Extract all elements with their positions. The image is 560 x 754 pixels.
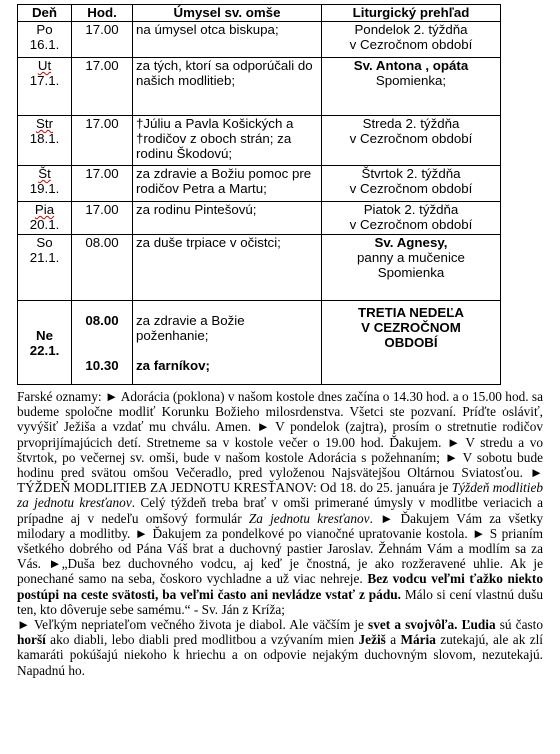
- day-cell: [18, 202, 72, 235]
- table-row: [18, 58, 501, 116]
- liturgical-cell: [322, 235, 501, 301]
- day-date: 17.1.: [29, 73, 60, 88]
- day-date: 22.1.: [29, 342, 60, 358]
- notice-italic: Za jednotu kresťanov: [248, 510, 370, 526]
- table-row: [18, 166, 501, 202]
- day-date: 21.1.: [29, 250, 60, 265]
- liturgical-line: Pondelok 2. týždňa: [354, 22, 468, 37]
- time-cell: 17.00: [72, 58, 133, 116]
- day-cell: [18, 166, 72, 202]
- day-cell: [18, 235, 72, 301]
- notice-text: ako diabli, lebo diabli pred modlitbou a vzývaním mien: [45, 632, 359, 648]
- day-date: 16.1.: [29, 37, 60, 52]
- notice-bold: Ježiš: [358, 632, 386, 648]
- day-date: 18.1.: [29, 131, 60, 146]
- liturgical-line: Spomienka;: [375, 73, 447, 88]
- header-day: Deň: [18, 5, 72, 22]
- table-row: [18, 116, 501, 166]
- intention-cell: [133, 301, 322, 385]
- intention-first: za zdravie a Božie poženhanie;: [136, 312, 245, 343]
- liturgical-line: Štvrtok 2. týždňa: [361, 166, 461, 181]
- liturgical-cell: [322, 166, 501, 202]
- intention-cell: na úmysel otca biskupa;: [133, 22, 322, 58]
- header-time: Hod.: [72, 5, 133, 22]
- header-intention: Úmysel sv. omše: [133, 5, 322, 22]
- header-liturgical: Liturgický prehľad: [322, 5, 501, 22]
- day-cell: [18, 58, 72, 116]
- day-name: Ne: [36, 327, 53, 343]
- liturgical-line: v Cezročnom období: [349, 181, 473, 196]
- notices-paragraph: [17, 617, 543, 678]
- time-first: 08.00: [85, 312, 119, 328]
- table-row-sunday: [18, 301, 501, 385]
- intention-cell: za zdravie a Božiu pomoc pre rodičov Petra a Martu;: [133, 166, 322, 202]
- day-name: Pia: [34, 202, 55, 217]
- notice-bold: Bez vodcu veľmi ťažko niekto postúpi na ceste svätosti, ba veľmi často ani nevládze vstať z pádu.: [17, 571, 543, 602]
- time-cell: 17.00: [72, 116, 133, 166]
- notice-bold: svet a svojvôľa.: [368, 617, 458, 633]
- liturgical-line: Sv. Agnesy,: [374, 235, 448, 250]
- table-row: [18, 235, 501, 301]
- liturgical-line: V CEZROČNOM: [361, 320, 461, 335]
- liturgical-line: Piatok 2. týždňa: [363, 202, 459, 217]
- notice-bold: Mária: [400, 632, 436, 648]
- day-name: Ut: [37, 58, 52, 73]
- time-second: 10.30: [85, 357, 119, 373]
- liturgical-cell: [322, 202, 501, 235]
- notice-text: ► Veľkým nepriateľom večného života je diabol. Ale väčším je: [17, 617, 369, 633]
- notice-bold: horší: [17, 632, 46, 648]
- time-cell: 17.00: [72, 166, 133, 202]
- notice-italic: Týždeň modlitieb za jednotu kresťanov: [17, 480, 544, 511]
- notice-text: a: [385, 632, 401, 648]
- day-cell: [18, 116, 72, 166]
- intention-cell: za duše trpiace v očistci;: [133, 235, 322, 301]
- table-row: [18, 202, 501, 235]
- liturgical-line: v Cezročnom období: [349, 217, 473, 232]
- liturgical-line: Spomienka: [377, 265, 445, 280]
- intention-cell: za tých, ktorí sa odporúčali do našich modlitieb;: [133, 58, 322, 116]
- table-header-row: [18, 5, 501, 22]
- notice-text: . Celý týždeň treba brať v omši primerané úmysly v modlitbe veriacich a prípadne aj v nedeľu omšový formulár: [17, 495, 543, 526]
- day-date: 19.1.: [29, 181, 60, 196]
- liturgical-cell: [322, 301, 501, 385]
- intention-second: za farníkov;: [136, 357, 210, 373]
- notice-text: zutekajú, ale ak zlí kamaráti pokúšajú niekoho k hriechu a on odpovie nejakým duchovným slovom, nezutekajú. Napadnú ho.: [17, 632, 543, 678]
- notice-text: Málo si cení vlastnú dušu ten, kto dôveruje sebe samému.“ - Sv. Ján z Kríža;: [17, 586, 543, 617]
- liturgical-cell: [322, 22, 501, 58]
- notice-text: sú často: [495, 617, 544, 633]
- day-name: Št: [38, 166, 51, 181]
- notice-text: . ► Ďakujem Vám za všetky milodary a modlitby. ► Ďakujem za pondelkové po vianočné upratovanie kostola. ► S prianím všetkého dobrého od Pána Váš brat a duchovný pastier Jaroslav. Žehnám Vám a modlím sa za Vás. ►„Duša bez duchovného vodcu, aj keď je čnostná, je ako rozžeravené uhlie. Ak je ponechané samo na seba, čoskoro vychladne a už viac nehreje.: [17, 510, 543, 587]
- liturgical-line: v Cezročnom období: [349, 37, 473, 52]
- time-cell: 17.00: [72, 22, 133, 58]
- intention-cell: za rodinu Pintešovú;: [133, 202, 322, 235]
- liturgical-line: Sv. Antona , opáta: [353, 58, 469, 73]
- day-name: Po: [36, 22, 53, 37]
- liturgical-line: v Cezročnom období: [349, 131, 473, 146]
- day-cell: [18, 301, 72, 385]
- liturgical-line: TRETIA NEDEĽA: [358, 305, 464, 320]
- day-date: 20.1.: [29, 217, 60, 232]
- liturgical-line: Streda 2. týždňa: [362, 116, 460, 131]
- notices-paragraph: [17, 389, 543, 617]
- day-cell: [18, 22, 72, 58]
- liturgical-line: panny a mučenice: [357, 250, 465, 265]
- day-name: Str: [36, 116, 53, 131]
- time-cell: 17.00: [72, 202, 133, 235]
- time-cell: [72, 301, 133, 385]
- notice-text: Farské oznamy: ► Adorácia (poklona) v našom kostole dnes začína o 14.30 hod. a o 15.00 hod. sa budeme spoločne modliť Korunku Božieho milosrdenstva. Všetci ste pozvaní. Príďte osláviť, vyvýšiť Ježiša a vzdať mu chválu. Amen. ► V pondelok (zajtra), prosím o stretnutie rodičov prvoprijímajúcich detí. Stretneme sa v kostole večer o 19.00 hod. Ďakujem. ► V stredu a vo štvrtok, po večernej sv. omši, bude v našom kostole Adorácia s požehnaním; ► V sobotu bude hodinu pred svätou omšou Večeradlo, pred vyloženou Najsvätejšou Oltárnou Sviatosťou. ► TÝŽDEŇ MODLITIEB ZA JEDNOTU KRESŤANOV: Od 18. do 25. januára je: [17, 389, 543, 496]
- table-row: [18, 22, 501, 58]
- liturgical-cell: [322, 58, 501, 116]
- notice-bold: Ľudia: [461, 617, 496, 633]
- intention-cell: †Júliu a Pavla Košických a †rodičov z oboch strán; za rodinu Škodovú;: [133, 116, 322, 166]
- day-name: So: [36, 235, 53, 250]
- liturgical-line: OBDOBÍ: [384, 335, 438, 350]
- liturgical-cell: [322, 116, 501, 166]
- time-cell: 08.00: [72, 235, 133, 301]
- parish-notices: [17, 389, 543, 678]
- mass-schedule-table: [17, 4, 501, 385]
